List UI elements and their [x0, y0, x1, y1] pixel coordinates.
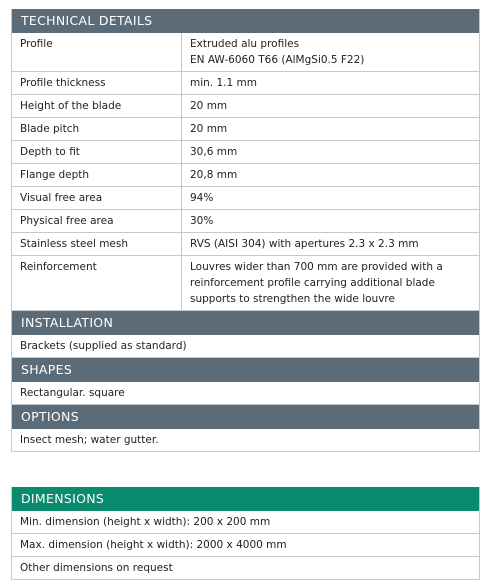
spec-label: Blade pitch [12, 118, 182, 140]
spec-label: Stainless steel mesh [12, 233, 182, 255]
table-row [11, 33, 480, 72]
technical-details-header: TECHNICAL DETAILS [11, 9, 480, 33]
spec-value: 20 mm [190, 100, 228, 112]
shapes-text: Rectangular. square [20, 387, 125, 399]
spec-label: Visual free area [12, 187, 182, 209]
spec-value: Extruded alu profiles EN AW-6060 T66 (AlMgSi0.5 F22) [190, 38, 365, 66]
installation-header: INSTALLATION [11, 311, 480, 335]
table-row [11, 164, 480, 187]
installation-text: Brackets (supplied as standard) [20, 340, 187, 352]
spec-value: 94% [190, 192, 214, 204]
table-row [11, 534, 480, 557]
spec-value: 20 mm [190, 123, 228, 135]
table-row [11, 141, 480, 164]
spec-label: Reinforcement [12, 256, 182, 310]
table-row [11, 382, 480, 405]
table-row [11, 187, 480, 210]
table-row [11, 256, 480, 311]
options-header: OPTIONS [11, 405, 480, 429]
spec-value: 30,6 mm [190, 146, 238, 158]
table-row [11, 210, 480, 233]
dimensions-header: DIMENSIONS [11, 487, 480, 511]
shapes-header: SHAPES [11, 358, 480, 382]
options-text: Insect mesh; water gutter. [20, 434, 159, 446]
table-row [11, 429, 480, 452]
spec-value: 20,8 mm [190, 169, 238, 181]
dimension-text: Min. dimension (height x width): 200 x 200 mm [20, 516, 271, 528]
table-row [11, 118, 480, 141]
spec-label: Profile [12, 33, 182, 71]
table-row [11, 72, 480, 95]
technical-details-table [11, 9, 480, 452]
spec-value: min. 1.1 mm [190, 77, 257, 89]
spec-label: Flange depth [12, 164, 182, 186]
spec-value: 30% [190, 215, 214, 227]
spec-value: RVS (AISI 304) with apertures 2.3 x 2.3 mm [190, 238, 419, 250]
spec-label: Physical free area [12, 210, 182, 232]
spec-value: Louvres wider than 700 mm are provided with a reinforcement profile carrying additional blade supports to strengthen the wide louvre [190, 261, 443, 305]
spec-label: Height of the blade [12, 95, 182, 117]
spec-label: Profile thickness [12, 72, 182, 94]
table-row [11, 557, 480, 580]
dimensions-table [11, 487, 480, 580]
dimension-text: Other dimensions on request [20, 562, 173, 574]
table-row [11, 511, 480, 534]
spec-label: Depth to fit [12, 141, 182, 163]
table-row [11, 233, 480, 256]
dimension-text: Max. dimension (height x width): 2000 x 4000 mm [20, 539, 287, 551]
table-row [11, 95, 480, 118]
table-row [11, 335, 480, 358]
